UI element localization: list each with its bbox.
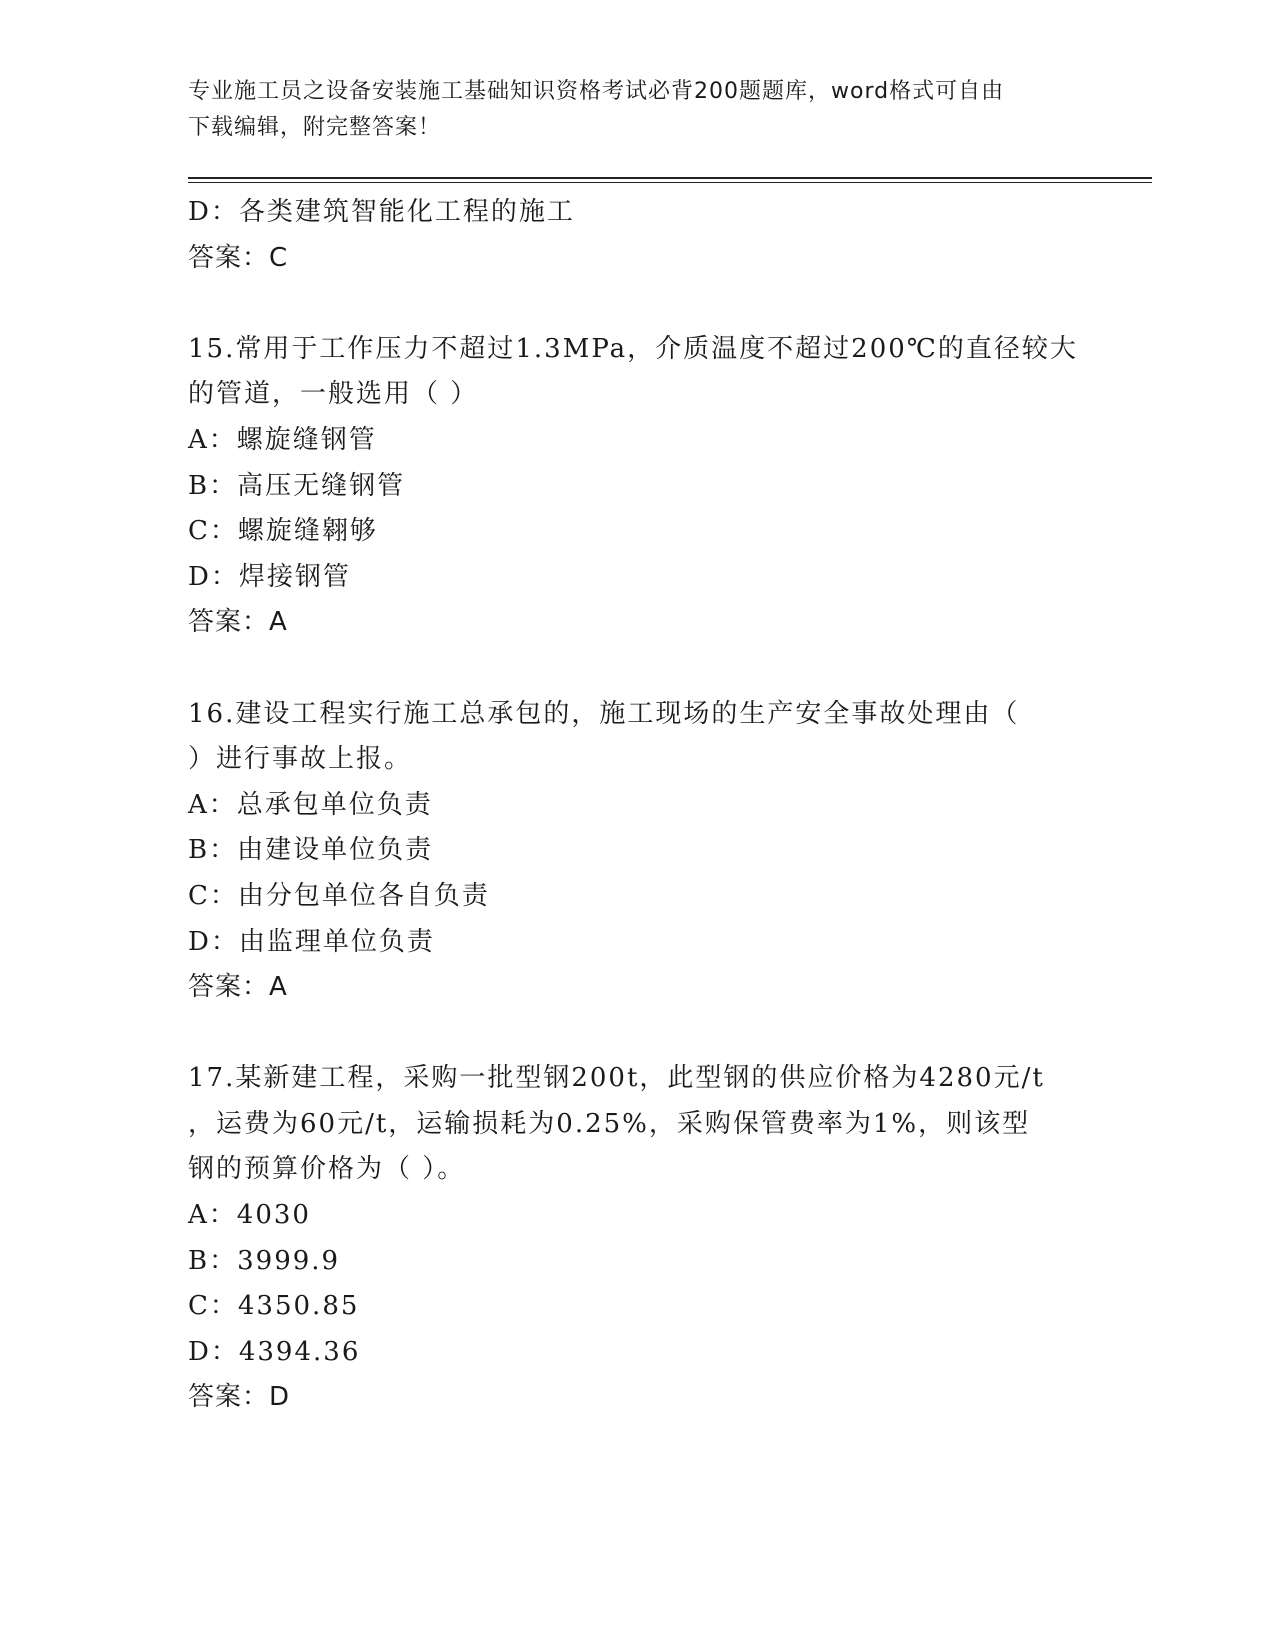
option-a: A：总承包单位负责 <box>188 789 433 820</box>
prev-answer: 答案：C <box>188 242 289 273</box>
option-b: B：3999.9 <box>188 1245 341 1276</box>
header-line-2: 下载编辑，附完整答案！ <box>188 115 442 140</box>
header-divider <box>188 177 1152 179</box>
option-a: A：4030 <box>188 1200 311 1231</box>
question-stem: 钢的预算价格为（ ）。 <box>188 1154 466 1185</box>
option-b: B：高压无缝钢管 <box>188 470 406 501</box>
spacer <box>188 1011 1088 1057</box>
question-17 <box>188 1056 1088 1421</box>
option-a: A：螺旋缝钢管 <box>188 424 377 455</box>
spacer <box>188 281 1088 327</box>
answer: 答案：A <box>188 607 288 638</box>
answer: 答案：D <box>188 1382 291 1413</box>
header-divider-thin <box>188 182 1152 183</box>
option-c: C：由分包单位各自负责 <box>188 880 490 911</box>
question-stem: 的管道，一般选用（ ） <box>188 379 479 410</box>
question-content <box>188 190 1088 1421</box>
document-header <box>188 74 1068 146</box>
spacer <box>188 646 1088 692</box>
option-c: C：4350.85 <box>188 1291 360 1322</box>
option-b: B：由建设单位负责 <box>188 835 434 866</box>
question-16 <box>188 692 1088 1011</box>
question-stem: ）进行事故上报。 <box>188 744 413 775</box>
question-stem: 16.建设工程实行施工总承包的，施工现场的生产安全事故处理由（ <box>188 698 1020 729</box>
question-15 <box>188 327 1088 646</box>
option-c: C：螺旋缝翱够 <box>188 516 378 547</box>
header-line-1: 专业施工员之设备安装施工基础知识资格考试必背200题题库，word格式可自由 <box>188 79 1005 104</box>
option-d: D：4394.36 <box>188 1336 361 1367</box>
question-stem: 15.常用于工作压力不超过1.3MPa，介质温度不超过200℃的直径较大 <box>188 333 1078 364</box>
question-stem: ，运费为60元/t，运输损耗为0.25%，采购保管费率为1%，则该型 <box>188 1108 1031 1139</box>
question-stem: 17.某新建工程，采购一批型钢200t，此型钢的供应价格为4280元/t <box>188 1063 1045 1094</box>
prev-option-d: D：各类建筑智能化工程的施工 <box>188 197 575 227</box>
option-d: D：焊接钢管 <box>188 561 351 592</box>
option-d: D：由监理单位负责 <box>188 926 435 957</box>
answer: 答案：A <box>188 972 288 1003</box>
